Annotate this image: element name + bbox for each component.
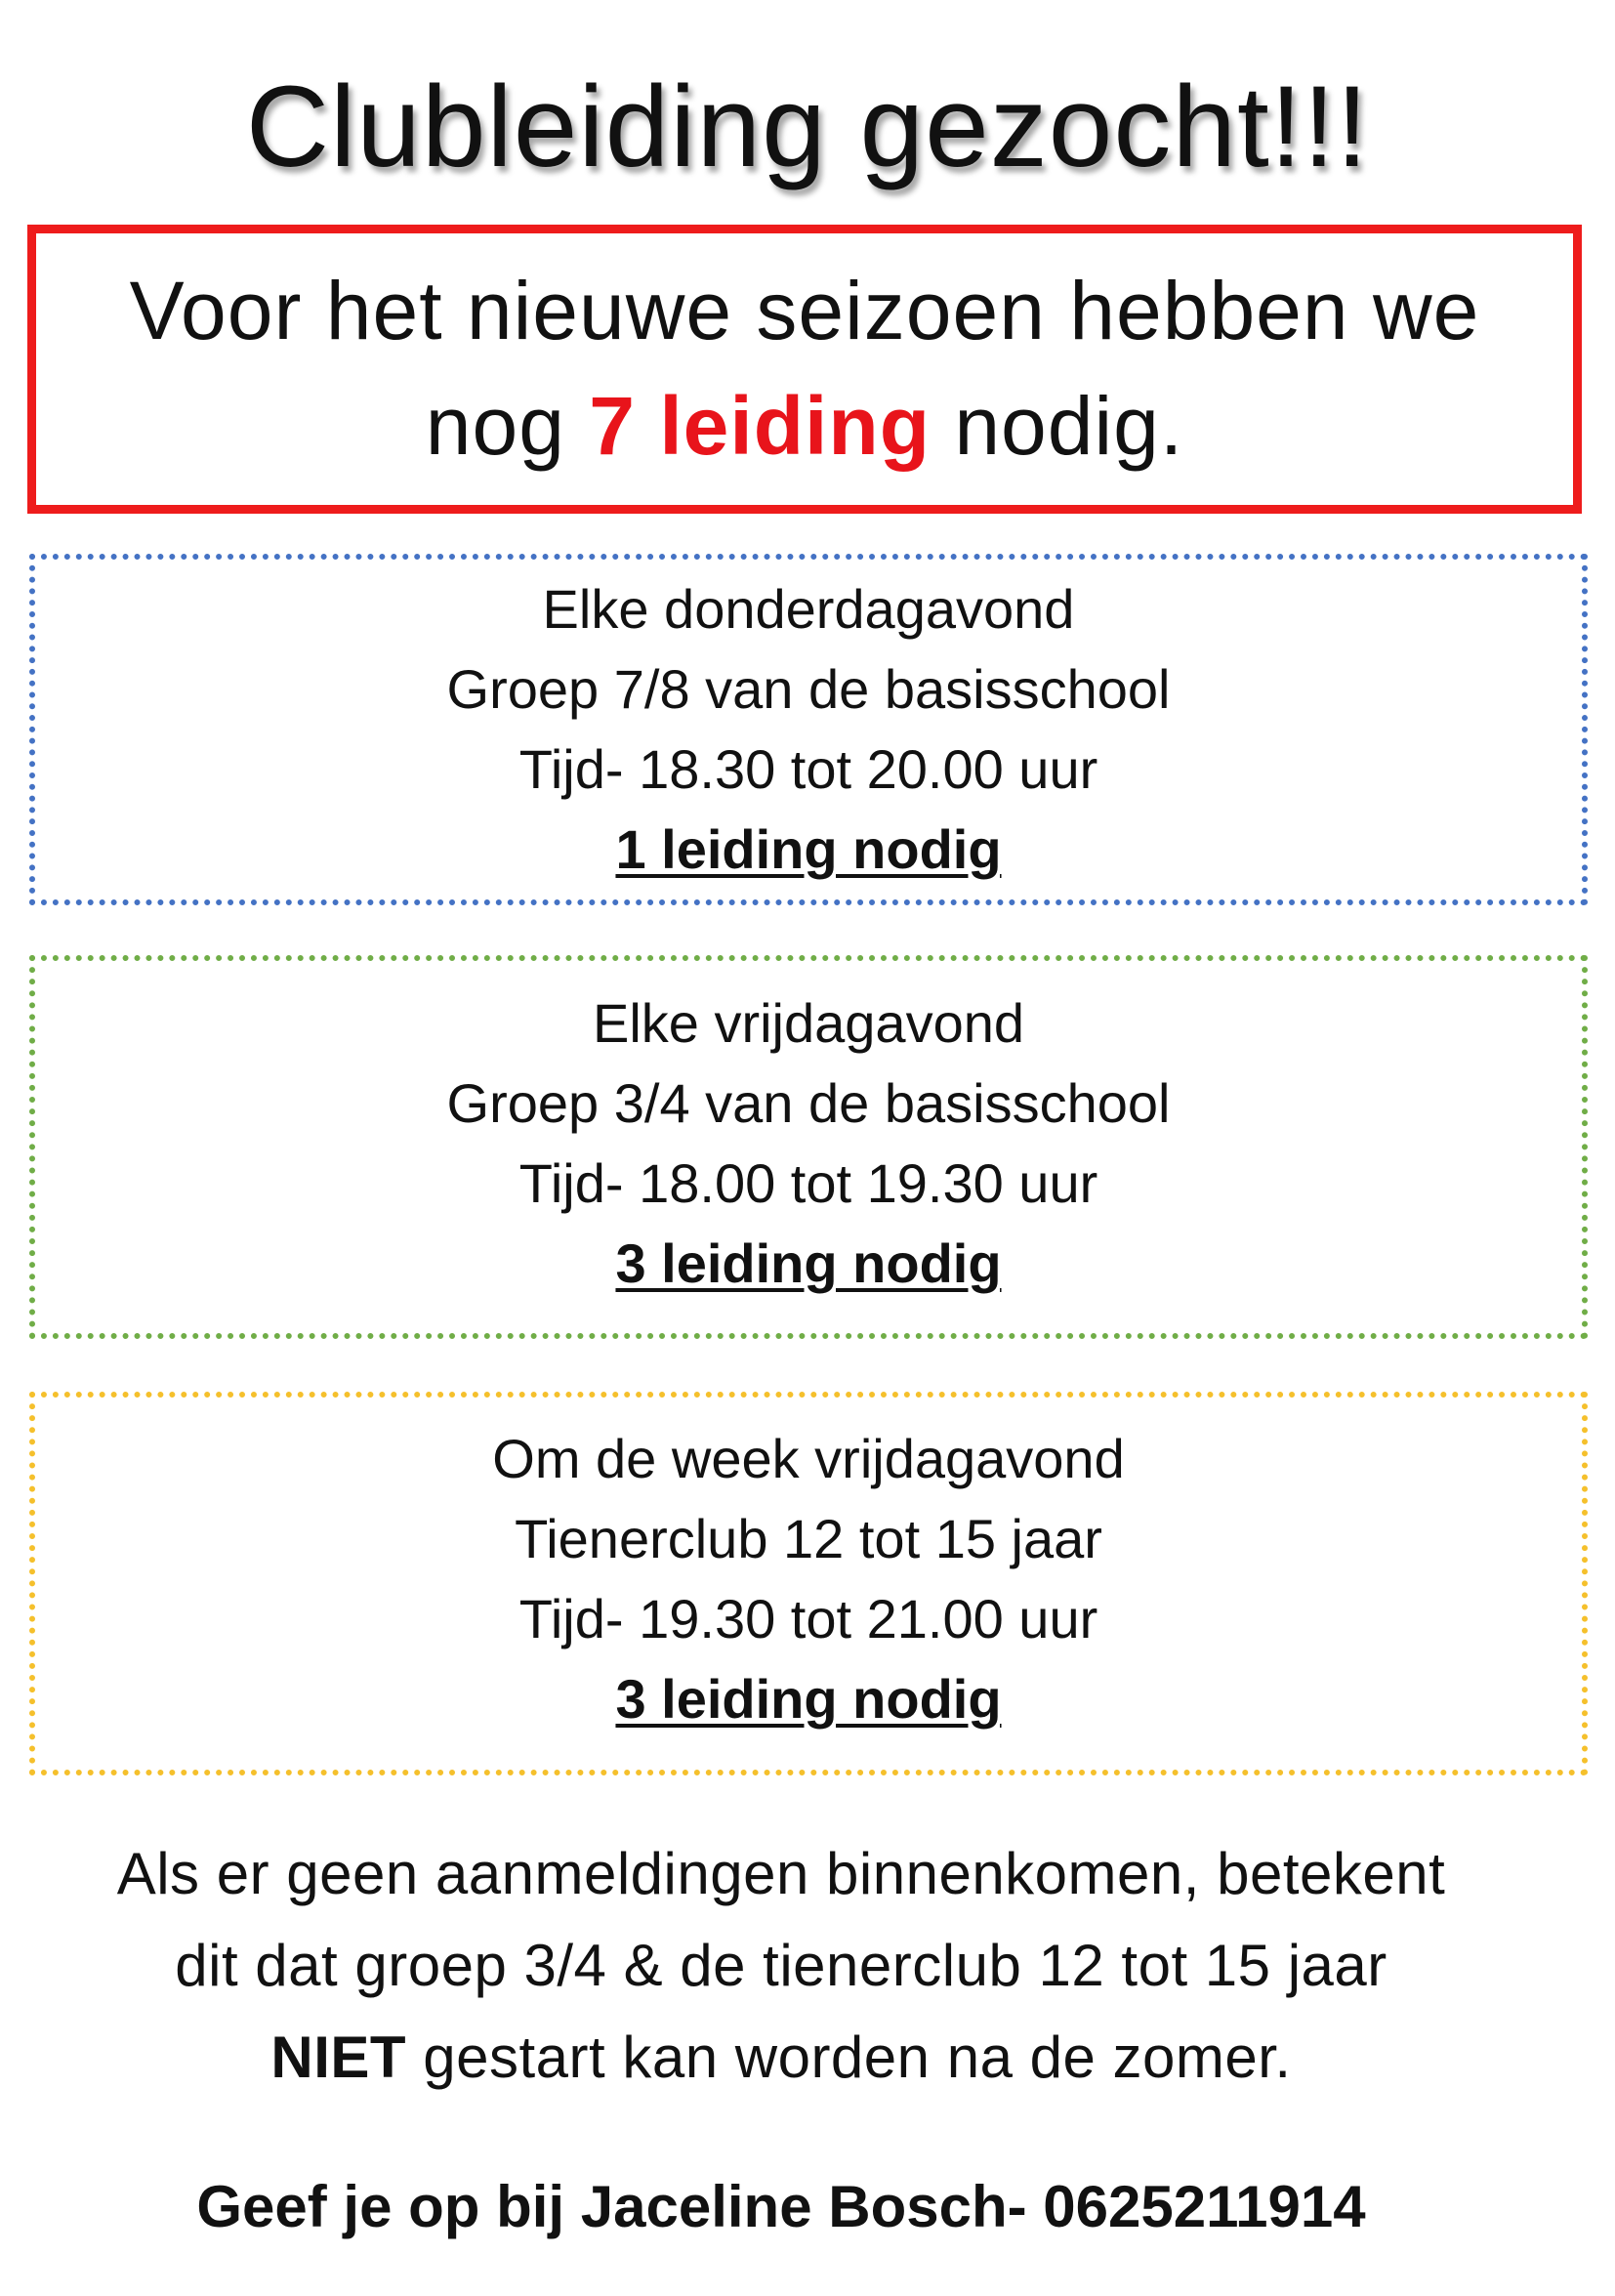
intro-line-1: Voor het nieuwe seizoen hebben we	[129, 265, 1480, 356]
page-title: Clubleiding gezocht!!!	[245, 63, 1370, 191]
notice-line-2: dit dat groep 3/4 & de tienerclub 12 tot 15 jaar	[175, 1933, 1387, 1998]
group-time: Tijd- 19.30 tot 21.00 uur	[518, 1588, 1098, 1649]
group-day: Elke vrijdagavond	[592, 992, 1025, 1054]
group-leaders-needed: 1 leiding nodig	[615, 818, 1002, 880]
group-name: Groep 7/8 van de basisschool	[446, 658, 1171, 720]
intro-line-2-after: nodig.	[931, 380, 1184, 472]
notice-line-3-rest: gestart kan worden na de zomer.	[406, 2025, 1292, 2090]
group-box-teen-club	[29, 1392, 1588, 1775]
notice-line-3	[20, 2012, 1543, 2104]
notice-emphasis: NIET	[270, 2025, 407, 2090]
leaders-needed-total: 7 leiding	[589, 380, 931, 472]
group-day: Om de week vrijdagavond	[492, 1428, 1125, 1489]
group-time: Tijd- 18.30 tot 20.00 uur	[518, 738, 1098, 800]
group-leaders-needed: 3 leiding nodig	[615, 1232, 1002, 1294]
group-name: Groep 3/4 van de basisschool	[446, 1072, 1171, 1134]
intro-box	[27, 225, 1582, 514]
group-time: Tijd- 18.00 tot 19.30 uur	[518, 1152, 1098, 1214]
notice-paragraph	[20, 1828, 1543, 2104]
group-day: Elke donderdagavond	[542, 578, 1075, 640]
contact-line: Geef je op bij Jaceline Bosch- 0625211914	[196, 2174, 1366, 2239]
intro-line-2-before: nog	[425, 380, 590, 472]
notice-line-1: Als er geen aanmeldingen binnenkomen, betekent	[116, 1841, 1446, 1906]
intro-line-2	[36, 368, 1573, 483]
group-box-friday	[29, 955, 1588, 1339]
group-box-thursday	[29, 554, 1588, 905]
group-name: Tienerclub 12 tot 15 jaar	[515, 1508, 1102, 1569]
group-leaders-needed: 3 leiding nodig	[615, 1668, 1002, 1730]
